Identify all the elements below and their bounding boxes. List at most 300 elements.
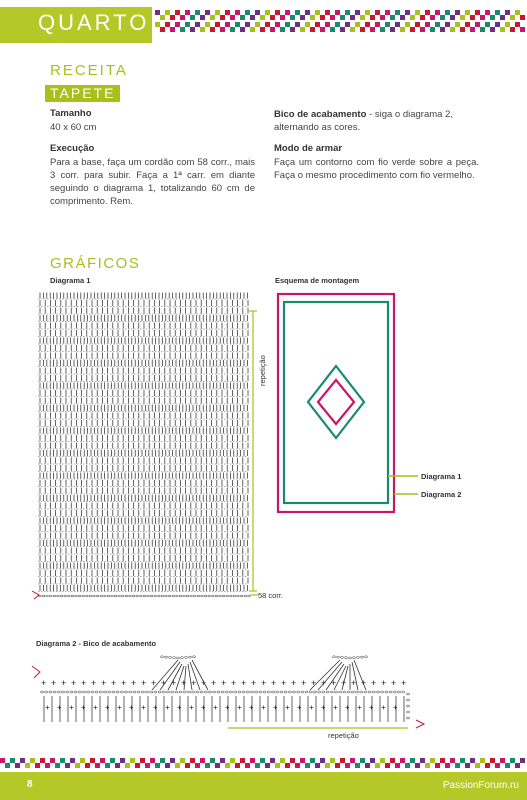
plus-stitch: + — [201, 703, 206, 712]
checker-square — [400, 758, 405, 763]
chain-stitch — [238, 691, 241, 693]
checker-square — [345, 10, 350, 15]
checker-square — [410, 15, 415, 20]
checker-square — [425, 10, 430, 15]
chain-stitch — [46, 595, 49, 597]
plus-stitch: + — [213, 703, 218, 712]
chain-stitch — [376, 691, 379, 693]
chain-stitch — [141, 691, 144, 693]
checker-square — [265, 22, 270, 27]
plus-stitch: + — [191, 678, 197, 688]
checker-square — [330, 758, 335, 763]
checker-square — [175, 10, 180, 15]
assembly-label-diagram1: Diagrama 1 — [421, 472, 462, 481]
checker-square — [485, 22, 490, 27]
picot-stitch — [161, 656, 164, 658]
plus-stitch: + — [45, 703, 50, 712]
plus-stitch: + — [361, 678, 367, 688]
checker-square — [320, 758, 325, 763]
checker-square — [235, 763, 240, 768]
checker-square — [415, 10, 420, 15]
plus-stitch: + — [151, 678, 157, 688]
checker-square — [165, 10, 170, 15]
checker-square — [435, 10, 440, 15]
chain-stitch — [192, 691, 195, 693]
checker-square — [140, 758, 145, 763]
picot-stitch — [349, 657, 352, 659]
plus-stitch: + — [371, 678, 377, 688]
chain-stitch — [237, 595, 240, 597]
checker-square — [420, 15, 425, 20]
picot-stitch — [353, 657, 356, 659]
plus-stitch: + — [333, 703, 338, 712]
picot-stitch — [181, 657, 184, 659]
checker-square — [385, 10, 390, 15]
checker-square — [205, 22, 210, 27]
plus-stitch: + — [121, 678, 127, 688]
plus-stitch: + — [81, 703, 86, 712]
assembly-text: Faça um contorno com fio verde sobre a peça. Faça o mesmo procedimento com fio vermelho. — [274, 157, 479, 181]
checker-square — [350, 15, 355, 20]
checker-square — [310, 27, 315, 32]
checker-square — [300, 27, 305, 32]
checker-square — [445, 763, 450, 768]
plus-stitch: + — [391, 678, 397, 688]
plus-stitch: + — [297, 703, 302, 712]
plus-stitch: + — [117, 703, 122, 712]
checker-square — [385, 763, 390, 768]
checker-square — [260, 27, 265, 32]
checker-square — [250, 27, 255, 32]
chain-stitch — [53, 691, 56, 693]
chain-stitch — [318, 691, 321, 693]
plus-stitch: + — [309, 703, 314, 712]
checker-square — [130, 758, 135, 763]
chain-stitch — [305, 691, 308, 693]
checker-square — [510, 758, 515, 763]
checker-square — [380, 758, 385, 763]
checker-square — [480, 15, 485, 20]
plus-stitch: + — [111, 678, 117, 688]
chain-stitch — [42, 595, 45, 597]
checker-square — [230, 15, 235, 20]
checker-square — [460, 15, 465, 20]
chain-stitch — [284, 691, 287, 693]
diagram1-repeat-label: repetição — [258, 355, 267, 386]
plus-stitch: + — [201, 678, 207, 688]
chain-stitch — [334, 691, 337, 693]
checker-square — [425, 763, 430, 768]
chain-stitch — [40, 691, 43, 693]
chain-stitch — [183, 595, 186, 597]
checker-square — [285, 22, 290, 27]
chain-stitch — [229, 691, 232, 693]
plus-stitch: + — [141, 678, 147, 688]
checker-square — [265, 10, 270, 15]
checker-square — [465, 10, 470, 15]
checker-square — [160, 27, 165, 32]
checker-square — [480, 27, 485, 32]
checker-square — [335, 10, 340, 15]
checker-square — [145, 763, 150, 768]
checker-square — [350, 27, 355, 32]
checker-square — [230, 27, 235, 32]
checker-square — [335, 763, 340, 768]
checker-square — [35, 763, 40, 768]
checker-square — [450, 27, 455, 32]
chain-stitch — [67, 595, 70, 597]
edge-heading: Bico de acabamento — [274, 109, 367, 120]
chain-stitch — [226, 595, 229, 597]
plus-stitch: + — [129, 703, 134, 712]
checker-square — [245, 10, 250, 15]
picot-stitch — [177, 657, 180, 659]
checker-square — [370, 27, 375, 32]
plus-stitch: + — [241, 678, 247, 688]
diagram1-chain-label: 58 corr. — [258, 591, 284, 600]
checker-square — [170, 27, 175, 32]
checker-square — [405, 10, 410, 15]
chain-stitch — [150, 691, 153, 693]
checker-square — [100, 758, 105, 763]
chain-stitch — [116, 691, 119, 693]
checker-square — [155, 10, 160, 15]
checker-square — [505, 763, 510, 768]
checker-square — [295, 10, 300, 15]
chain-stitch — [161, 595, 164, 597]
checker-square — [370, 758, 375, 763]
chain-stitch — [118, 595, 121, 597]
checker-square — [170, 758, 175, 763]
checker-square — [195, 763, 200, 768]
chain-stitch — [222, 595, 225, 597]
picot-stitch — [361, 656, 364, 658]
checker-square — [290, 27, 295, 32]
chain-stitch — [124, 691, 127, 693]
checker-square — [305, 763, 310, 768]
chain-stitch — [343, 691, 346, 693]
checker-square — [365, 763, 370, 768]
plus-stitch: + — [321, 678, 327, 688]
checker-square — [460, 758, 465, 763]
checker-square — [340, 15, 345, 20]
plus-stitch: + — [81, 678, 87, 688]
picot-stitch — [165, 656, 168, 658]
chain-stitch — [271, 691, 274, 693]
checker-square — [385, 22, 390, 27]
checker-square — [255, 22, 260, 27]
checker-square — [330, 27, 335, 32]
checker-square — [170, 15, 175, 20]
checker-square — [360, 758, 365, 763]
checker-square — [55, 763, 60, 768]
chain-stitch — [225, 691, 228, 693]
checker-square — [320, 15, 325, 20]
chain-stitch — [201, 595, 204, 597]
checker-square — [300, 15, 305, 20]
chain-stitch — [347, 691, 350, 693]
checker-square — [75, 763, 80, 768]
checker-square — [365, 22, 370, 27]
size-heading: Tamanho — [50, 108, 92, 119]
chain-stitch — [137, 691, 140, 693]
chain-stitch — [242, 691, 245, 693]
diagram2-repeat-label: repetição — [328, 731, 359, 740]
checker-square — [260, 15, 265, 20]
chain-stitch — [99, 691, 102, 693]
chain-stitch — [103, 595, 106, 597]
chain-stitch — [381, 691, 384, 693]
chain-stitch — [96, 595, 99, 597]
checker-square — [425, 22, 430, 27]
chain-stitch — [57, 691, 60, 693]
checker-square — [295, 763, 300, 768]
checker-square — [505, 10, 510, 15]
chain-stitch — [219, 595, 222, 597]
checker-square — [160, 15, 165, 20]
checker-square — [310, 758, 315, 763]
chain-stitch — [246, 691, 249, 693]
checker-square — [330, 15, 335, 20]
diagram1-chart — [30, 286, 260, 604]
checker-square — [235, 22, 240, 27]
checker-square — [315, 763, 320, 768]
plus-stitch: + — [237, 703, 242, 712]
size-text: 40 x 60 cm — [50, 122, 97, 133]
checker-square — [440, 27, 445, 32]
plus-stitch: + — [153, 703, 158, 712]
plus-stitch: + — [341, 678, 347, 688]
checker-square — [50, 758, 55, 763]
checker-square — [255, 763, 260, 768]
chain-stitch — [172, 595, 175, 597]
plus-stitch: + — [91, 678, 97, 688]
plus-stitch: + — [93, 703, 98, 712]
chain-stitch — [204, 691, 207, 693]
checker-square — [390, 758, 395, 763]
checker-square — [395, 22, 400, 27]
checker-square — [455, 10, 460, 15]
checker-square — [245, 763, 250, 768]
checker-square — [215, 22, 220, 27]
chain-stitch — [179, 595, 182, 597]
checker-square — [440, 15, 445, 20]
checker-square — [210, 15, 215, 20]
checker-square — [475, 763, 480, 768]
checker-square — [475, 10, 480, 15]
checker-square — [45, 763, 50, 768]
checker-square — [70, 758, 75, 763]
plus-stitch: + — [69, 703, 74, 712]
plus-stitch: + — [381, 703, 386, 712]
checker-square — [165, 763, 170, 768]
checker-square — [440, 758, 445, 763]
checker-square — [380, 27, 385, 32]
chain-stitch — [217, 691, 220, 693]
chain-stitch — [389, 691, 392, 693]
checker-square — [470, 27, 475, 32]
checker-square — [90, 758, 95, 763]
plus-stitch: + — [57, 703, 62, 712]
picot-stitch — [193, 656, 196, 658]
chain-stitch — [165, 595, 168, 597]
checker-square — [255, 10, 260, 15]
chain-stitch — [143, 595, 146, 597]
checker-square — [155, 763, 160, 768]
picot-stitch — [341, 656, 344, 658]
checker-square — [295, 22, 300, 27]
checker-square — [250, 15, 255, 20]
picot-stitch — [345, 657, 348, 659]
checker-square — [430, 15, 435, 20]
chain-stitch — [57, 595, 60, 597]
checker-square — [485, 763, 490, 768]
plus-stitch: + — [189, 703, 194, 712]
chain-stitch — [368, 691, 371, 693]
checker-square — [150, 758, 155, 763]
chain-stitch — [330, 691, 333, 693]
chain-stitch — [221, 691, 224, 693]
picot-stitch — [173, 657, 176, 659]
checker-square — [395, 763, 400, 768]
picot-stitch — [333, 656, 336, 658]
chain-stitch — [406, 717, 409, 719]
checker-square — [175, 22, 180, 27]
chain-stitch — [100, 595, 103, 597]
chain-stitch — [133, 691, 136, 693]
checker-square — [0, 758, 5, 763]
checker-square — [405, 763, 410, 768]
plus-stitch: + — [101, 678, 107, 688]
checker-square — [510, 15, 515, 20]
plus-stitch: + — [61, 678, 67, 688]
checker-square — [450, 758, 455, 763]
checker-square — [280, 27, 285, 32]
chain-stitch — [250, 691, 253, 693]
checker-square — [430, 758, 435, 763]
chain-stitch — [204, 595, 207, 597]
plus-stitch: + — [273, 703, 278, 712]
chain-stitch — [297, 691, 300, 693]
chain-stitch — [339, 691, 342, 693]
chain-stitch — [39, 595, 42, 597]
checker-square — [510, 27, 515, 32]
checker-border-top — [155, 10, 527, 20]
chain-stitch — [74, 691, 77, 693]
chain-stitch — [406, 711, 409, 713]
chain-stitch — [322, 691, 325, 693]
checker-square — [275, 763, 280, 768]
plus-stitch: + — [251, 678, 257, 688]
chain-stitch — [326, 691, 329, 693]
chain-stitch — [112, 691, 115, 693]
checker-square — [445, 22, 450, 27]
checker-square — [520, 758, 525, 763]
checker-square — [265, 763, 270, 768]
checker-square — [40, 758, 45, 763]
chain-stitch — [147, 595, 150, 597]
checker-square — [220, 27, 225, 32]
checker-square — [395, 10, 400, 15]
checker-square — [190, 15, 195, 20]
chain-stitch — [355, 691, 358, 693]
chain-stitch — [132, 595, 135, 597]
chain-stitch — [93, 595, 96, 597]
checker-square — [135, 763, 140, 768]
checker-square — [495, 10, 500, 15]
checker-square — [360, 27, 365, 32]
picot-stitch — [185, 656, 188, 658]
chain-stitch — [233, 595, 236, 597]
picot-stitch — [365, 656, 368, 658]
checker-square — [380, 15, 385, 20]
chain-stitch — [49, 691, 52, 693]
checker-square — [185, 10, 190, 15]
checker-square — [355, 22, 360, 27]
chain-stitch — [211, 595, 214, 597]
plus-stitch: + — [171, 678, 177, 688]
chain-stitch — [150, 595, 153, 597]
checker-square — [225, 763, 230, 768]
checker-square — [230, 758, 235, 763]
checker-square — [275, 22, 280, 27]
checker-square — [115, 763, 120, 768]
plus-stitch: + — [41, 678, 47, 688]
plus-stitch: + — [231, 678, 237, 688]
checker-square — [455, 763, 460, 768]
checker-square — [180, 27, 185, 32]
checker-square — [110, 758, 115, 763]
chain-stitch — [372, 691, 375, 693]
diagram2-chart — [28, 650, 428, 735]
checker-square — [470, 15, 475, 20]
page-number: 8 — [27, 779, 33, 790]
chain-stitch — [313, 691, 316, 693]
checker-square — [505, 22, 510, 27]
checker-square — [240, 758, 245, 763]
assembly-heading: Modo de armar — [274, 143, 343, 154]
plus-stitch: + — [165, 703, 170, 712]
checker-square — [495, 22, 500, 27]
chain-stitch — [129, 595, 132, 597]
checker-square — [365, 10, 370, 15]
chain-stitch — [197, 595, 200, 597]
chain-stitch — [125, 595, 128, 597]
chain-stitch — [229, 595, 232, 597]
checker-square — [25, 763, 30, 768]
checker-square — [280, 758, 285, 763]
chain-stitch — [351, 691, 354, 693]
chain-stitch — [186, 595, 189, 597]
checker-square — [415, 763, 420, 768]
chain-stitch — [108, 691, 111, 693]
chain-stitch — [82, 595, 85, 597]
chain-stitch — [364, 691, 367, 693]
plus-stitch: + — [71, 678, 77, 688]
checker-square — [390, 27, 395, 32]
checker-square — [495, 763, 500, 768]
chain-stitch — [64, 595, 67, 597]
plus-stitch: + — [369, 703, 374, 712]
checker-square — [300, 758, 305, 763]
plus-stitch: + — [311, 678, 317, 688]
chain-stitch — [53, 595, 56, 597]
plus-stitch: + — [105, 703, 110, 712]
chain-stitch — [166, 691, 169, 693]
checker-square — [375, 763, 380, 768]
checker-square — [435, 763, 440, 768]
checker-square — [420, 758, 425, 763]
